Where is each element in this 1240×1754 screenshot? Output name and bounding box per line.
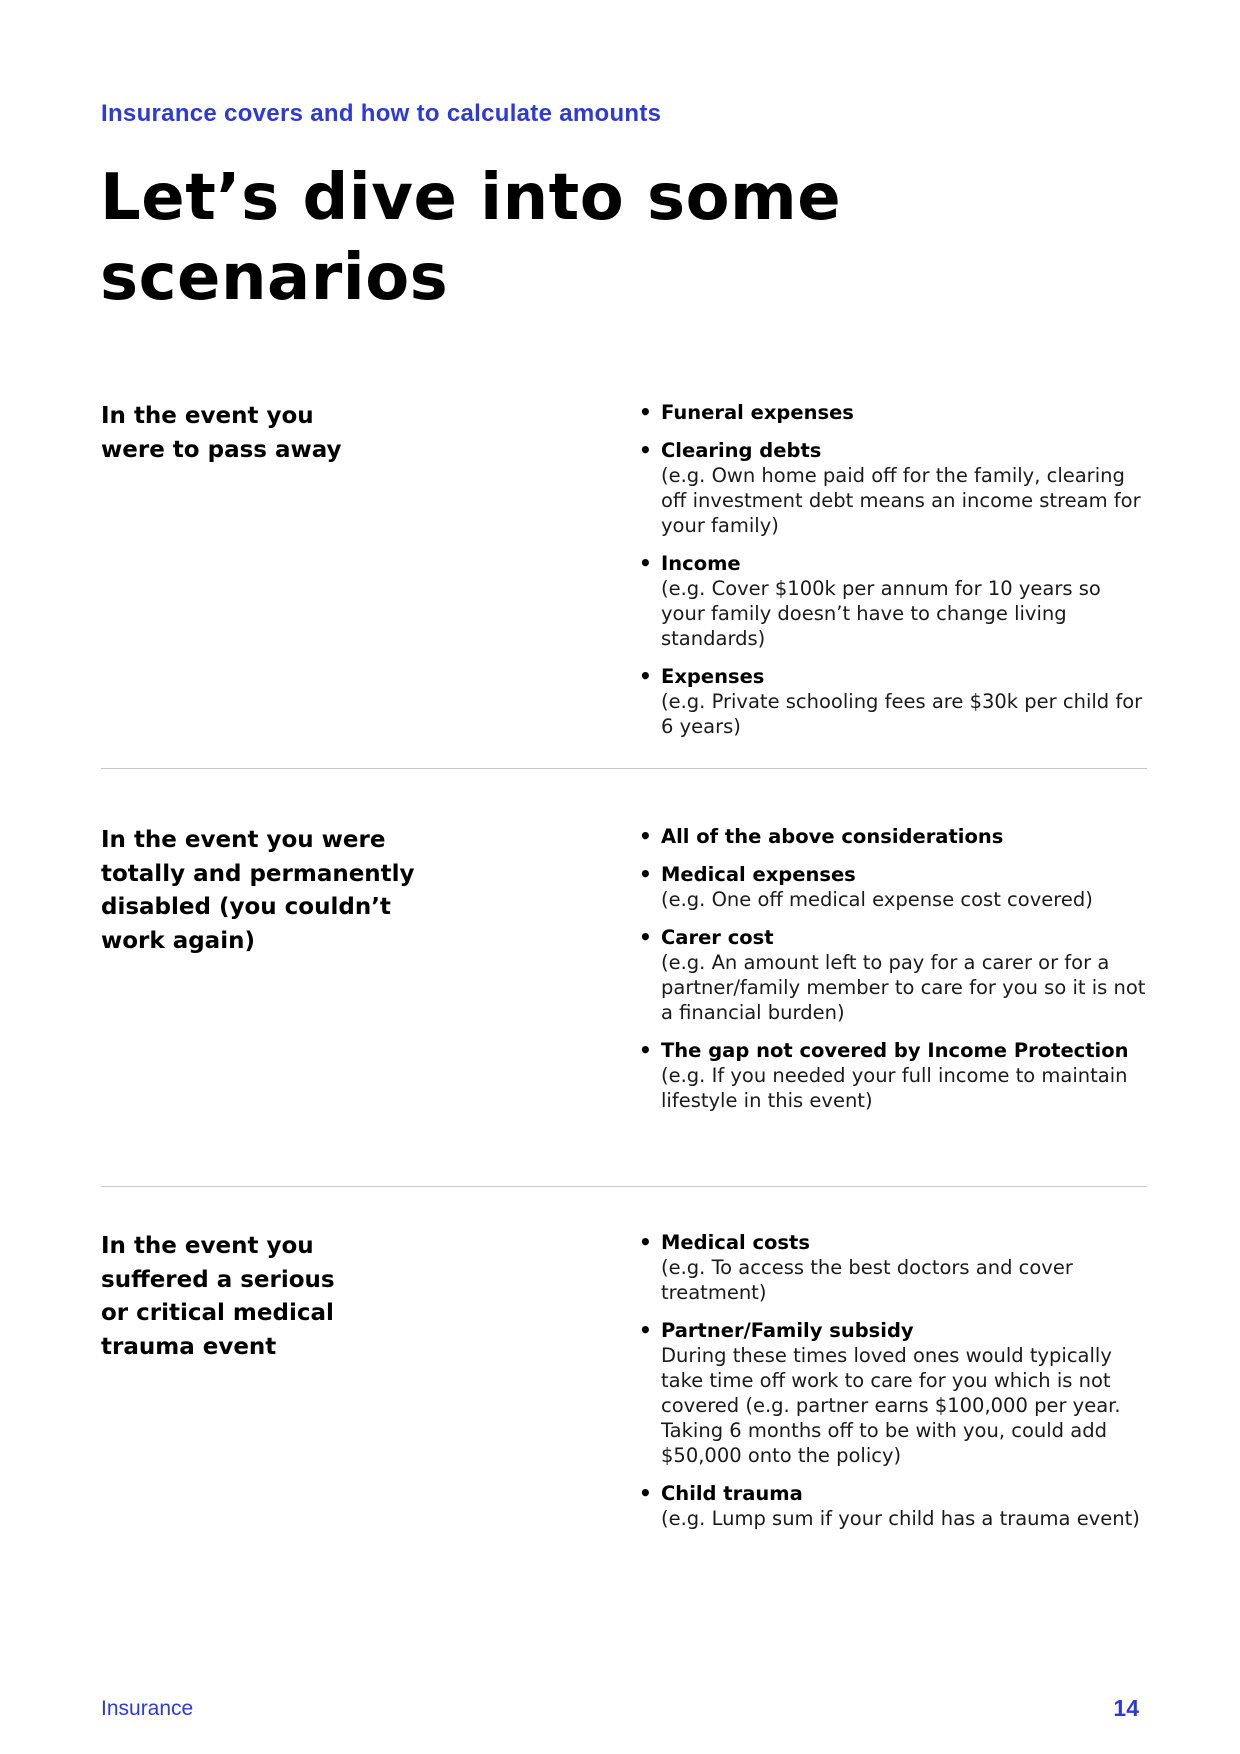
item-title: • All of the above considerations [661,825,1004,848]
item-detail: (e.g. Cover $100k per annum for 10 years so your family doesn’t have to change living standards) [661,577,1101,650]
item-detail: (e.g. Lump sum if your child has a trauma event) [661,1507,1140,1530]
item-title: • Income [661,552,741,575]
item-detail: (e.g. If you needed your full income to maintain lifestyle in this event) [661,1064,1128,1112]
scenario-label: In the event you suffered a serious or critical medical trauma event [101,1233,335,1360]
list-item [639,400,1149,425]
item-detail: (e.g. Private schooling fees are $30k per child for 6 years) [661,690,1143,738]
item-title: • The gap not covered by Income Protection [661,1039,1129,1062]
section-divider [101,1186,1147,1187]
scenario-label: In the event you were totally and permanently disabled (you couldn’t work again) [101,827,415,954]
page-number: 14 [1113,1695,1139,1721]
page-title: Let’s dive into some scenarios [100,161,842,315]
item-detail: (e.g. One off medical expense cost covered) [661,888,1093,911]
footer-document-name: Insurance [101,1697,194,1720]
item-title: • Carer cost [661,926,774,949]
list-item [639,1481,1149,1531]
section-eyebrow: Insurance covers and how to calculate amounts [101,100,662,127]
list-item [639,438,1149,538]
item-title: • Child trauma [661,1482,803,1505]
list-item [639,824,1149,849]
list-item [639,925,1149,1025]
item-detail: (e.g. To access the best doctors and cover treatment) [661,1256,1073,1304]
list-item [639,1318,1149,1468]
item-title: • Funeral expenses [661,401,854,424]
list-item [639,664,1149,739]
consideration-list [639,400,1149,752]
consideration-list [639,824,1149,1126]
item-title: • Clearing debts [661,439,822,462]
list-item [639,1038,1149,1113]
section-divider [101,768,1147,769]
item-detail: (e.g. An amount left to pay for a carer or for a partner/family member to care for you so it is not a financial burden) [661,951,1146,1024]
consideration-list [639,1230,1149,1544]
item-title: • Expenses [661,665,765,688]
item-detail: During these times loved ones would typically take time off work to care for you which is not covered (e.g. partner earns $100,000 per year. Taking 6 months off to be with you, could add $50,000 onto the policy) [661,1344,1121,1467]
list-item [639,862,1149,912]
item-title: • Medical costs [661,1231,810,1254]
item-title: • Medical expenses [661,863,856,886]
item-title: • Partner/Family subsidy [661,1319,914,1342]
list-item [639,1230,1149,1305]
list-item [639,551,1149,651]
item-detail: (e.g. Own home paid off for the family, clearing off investment debt means an income stream for your family) [661,464,1141,537]
scenario-label: In the event you were to pass away [101,403,342,463]
